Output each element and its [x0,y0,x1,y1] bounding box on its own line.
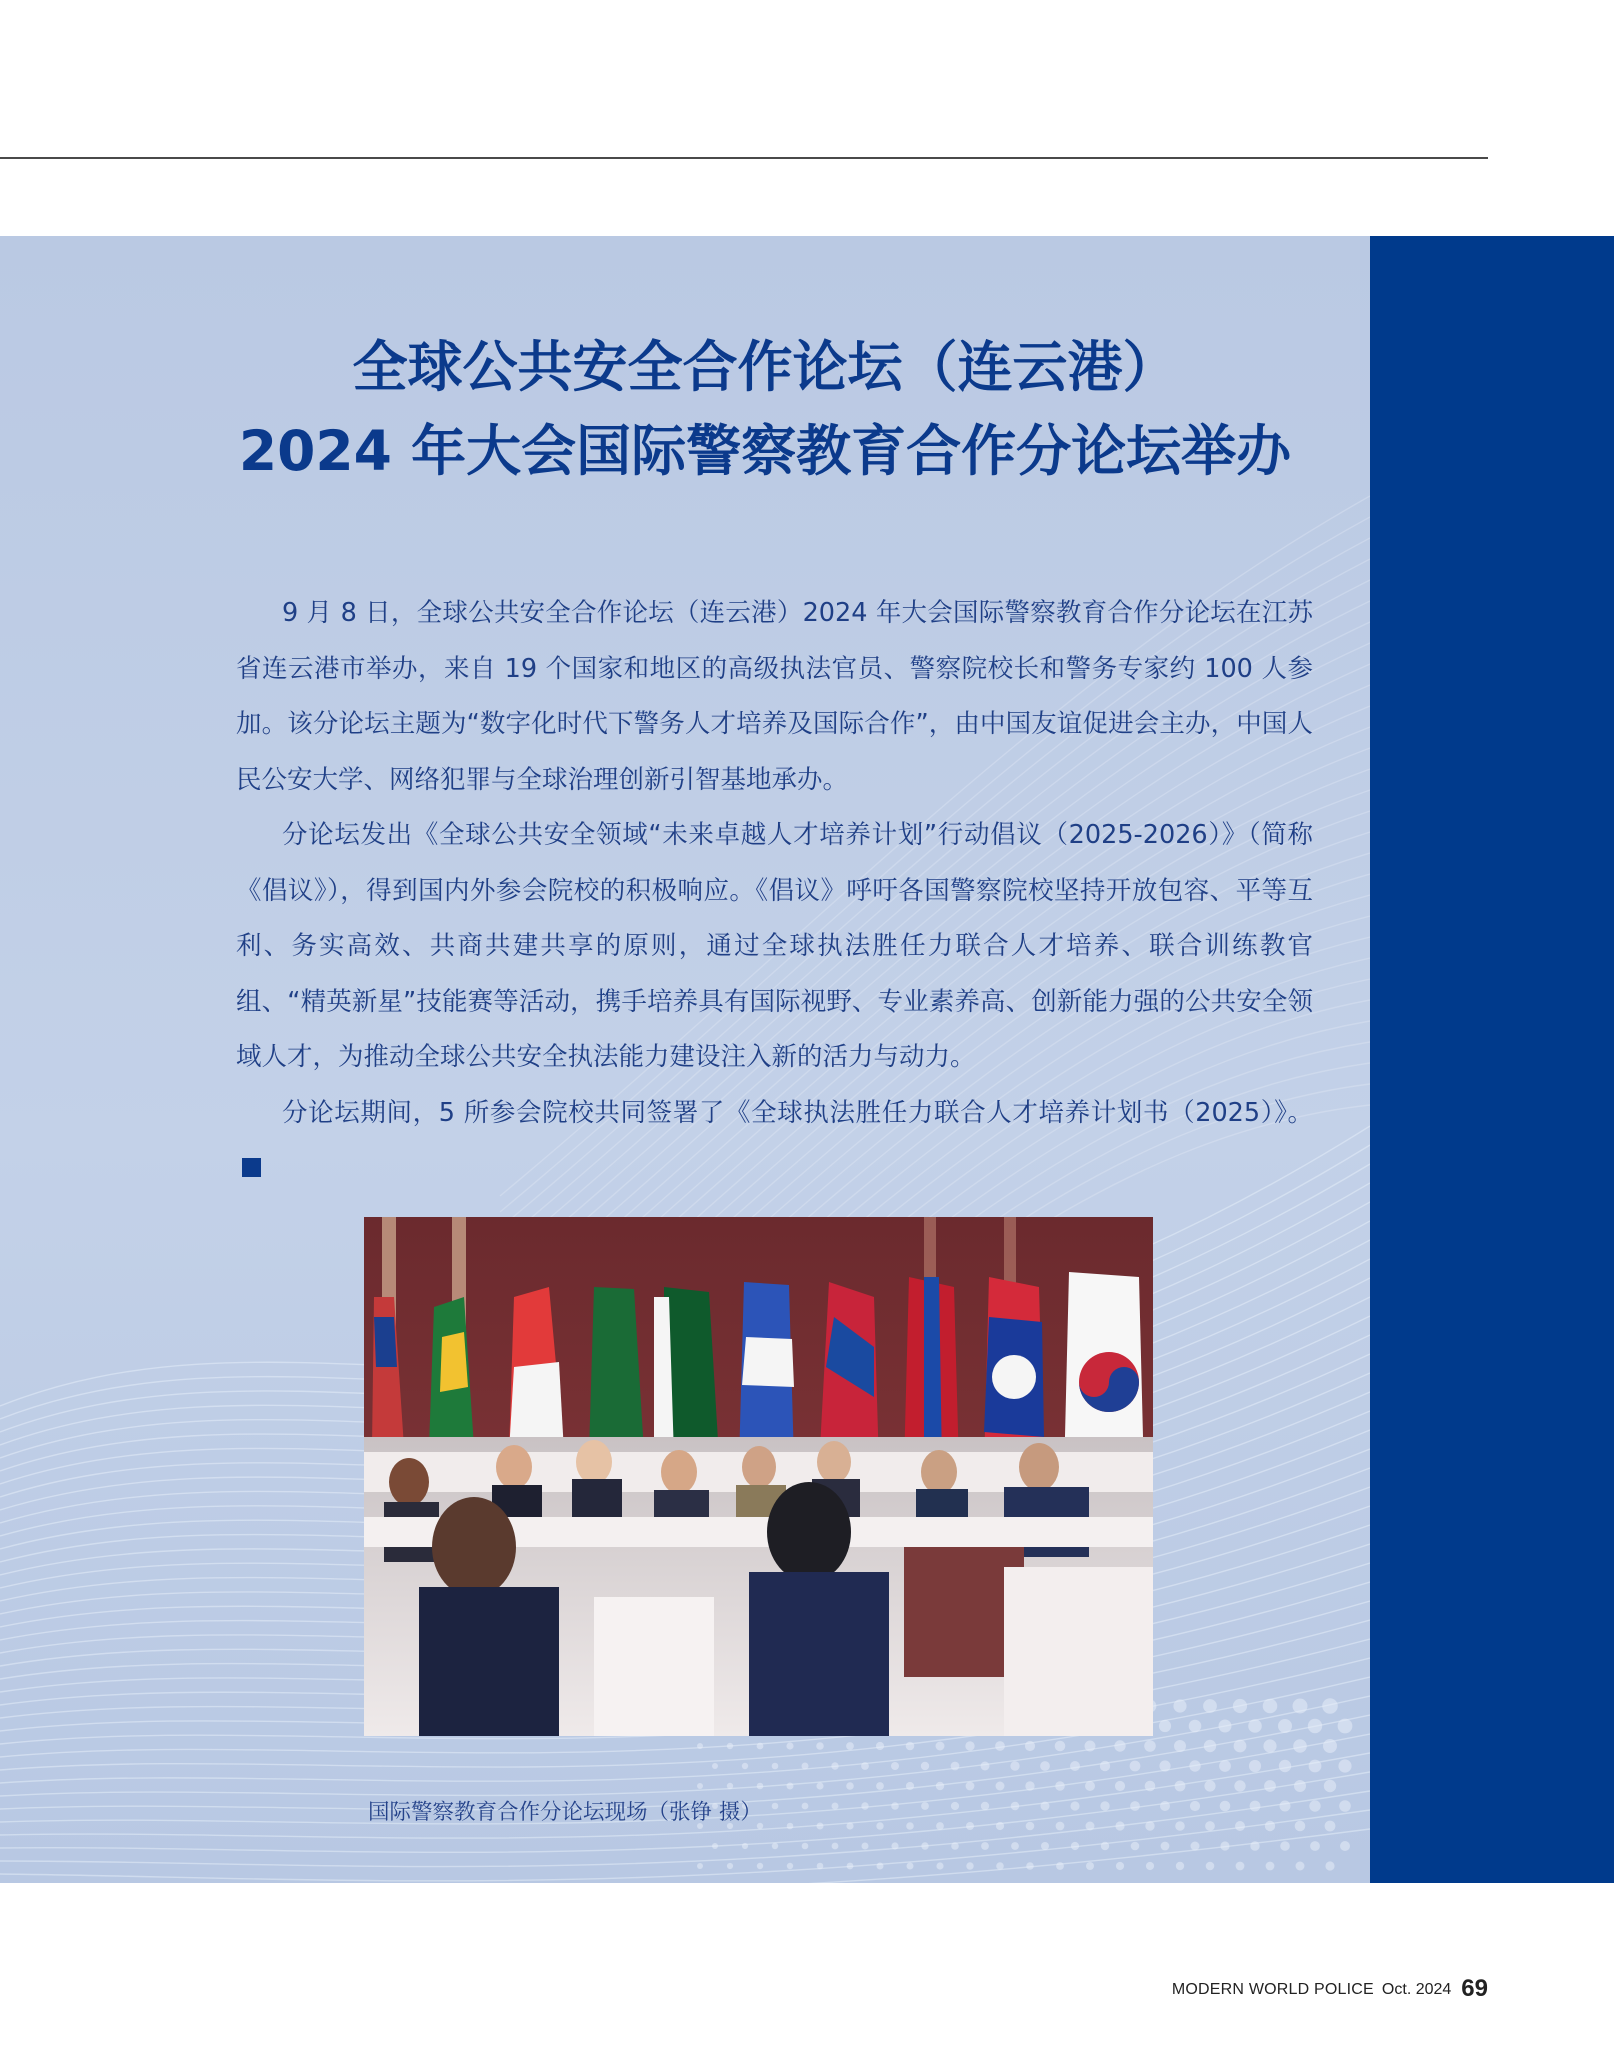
decor-dot [742,1843,748,1849]
decor-dot [891,1762,899,1770]
decor-dot [1206,1862,1215,1871]
decor-dot [1086,1822,1095,1831]
decor-dot [757,1743,764,1750]
decor-dot [757,1783,764,1790]
decor-dot [772,1763,779,1770]
decor-dot [921,1762,929,1770]
decor-dot [1203,1699,1217,1713]
decor-dot [1325,1861,1334,1870]
decor-dot [1236,1862,1245,1871]
decor-dot [951,1802,959,1810]
decor-dot [816,1782,823,1789]
forum-photo-image [364,1217,1153,1736]
decor-dot [1266,1862,1275,1871]
decor-dot [817,1863,824,1870]
decor-dot [1248,1719,1262,1733]
decor-dot [1085,1781,1095,1791]
decor-dot [1115,1821,1124,1830]
decor-dot [921,1802,929,1810]
decor-dot [787,1863,793,1869]
decor-dot [1325,1821,1336,1832]
decor-dot [1189,1760,1200,1771]
decor-dot [1175,1781,1186,1792]
decor-dot [846,1742,854,1750]
decor-dot [697,1783,703,1789]
decor-dot [1100,1801,1109,1810]
decor-dot [1220,1841,1229,1850]
decor-dot [787,1823,794,1830]
decor-dot [1116,1862,1124,1870]
decor-dot [847,1863,854,1870]
decor-dot [1040,1761,1050,1771]
decor-dot [1011,1802,1020,1811]
decor-dot [1233,1699,1247,1713]
decor-dot [1278,1719,1292,1733]
decor-dot [1338,1719,1353,1734]
decor-dot [936,1782,944,1790]
decor-dot [1234,1740,1247,1753]
decor-dot [1070,1761,1080,1771]
decor-dot [907,1863,914,1870]
decor-dot [1056,1862,1064,1870]
decor-dot [936,1822,944,1830]
decor-dot [1176,1862,1184,1870]
decor-dot [1011,1842,1019,1850]
decor-dot [1056,1822,1065,1831]
decor-dot [832,1843,839,1850]
decor-dot [1279,1760,1291,1772]
decor-dot [1131,1842,1140,1851]
decor-dot [1041,1802,1050,1811]
decor-dot [996,1822,1004,1830]
decor-dot [876,1782,884,1790]
decor-dot [862,1843,869,1850]
decor-dot [1190,1801,1200,1811]
side-color-bar [1370,236,1614,1883]
decor-dot [1263,1739,1276,1752]
decor-dot [1294,1780,1306,1792]
decor-dot [966,1782,975,1791]
decor-dot [1070,1801,1079,1810]
decor-dot [1339,1800,1351,1812]
decor-dot [772,1843,778,1849]
decor-dot [1100,1761,1110,1771]
decor-dot [1159,1760,1170,1771]
decor-dot [787,1783,794,1790]
decor-dot [1161,1842,1170,1851]
decor-dot [1323,1739,1337,1753]
decor-dot [996,1782,1005,1791]
decor-dot [981,1762,990,1771]
decor-dot [1250,1841,1259,1850]
decor-dot [1041,1842,1049,1850]
body-paragraph [236,1086,1313,1197]
decor-dot [966,1862,973,1869]
decor-dot [877,1863,884,1870]
decor-dot [1263,1699,1278,1714]
decor-dot [802,1843,809,1850]
decor-dot [1234,1780,1245,1791]
decor-dot [802,1763,809,1770]
decor-dot [981,1842,989,1850]
decor-dot [1146,1862,1154,1870]
decor-dot [981,1802,989,1810]
decor-dot [1219,1720,1232,1733]
decor-dot [1114,1740,1125,1751]
decor-dot [1205,1821,1215,1831]
decor-dot [1204,1740,1216,1752]
header-rule [0,157,1488,159]
decor-dot [786,1742,793,1749]
decor-dot [1173,1699,1186,1712]
decor-dot [1296,1862,1305,1871]
decor-dot [1280,1841,1290,1851]
decor-dot [1219,1760,1231,1772]
decor-dot [816,1742,824,1750]
decor-dot [1204,1780,1215,1791]
decor-dot [712,1763,718,1769]
decor-dot [1220,1801,1231,1812]
decor-dot [876,1822,883,1829]
photo-caption: 国际警察教育合作分论坛现场（张铮 摄） [368,1800,762,1825]
decor-dot [727,1863,733,1869]
decor-dot [697,1863,703,1869]
decor-dot [1264,1780,1276,1792]
page-number: 69 [1461,1975,1488,2002]
decor-dot [1309,1800,1320,1811]
decor-dot [1145,1781,1156,1792]
decor-dot [861,1762,869,1770]
decor-dot [965,1741,974,1750]
decor-dot [951,1762,960,1771]
decor-dot [1086,1862,1094,1870]
decor-dot [817,1823,824,1830]
decor-dot [1115,1781,1125,1791]
decor-dot [727,1783,733,1789]
decor-dot [1265,1821,1275,1831]
decor-dot [1101,1842,1109,1850]
page-footer [1172,1975,1488,2003]
decor-dot [1250,1801,1261,1812]
decor-dot [1309,1760,1322,1773]
decor-dot [1010,1761,1019,1770]
decor-dot [995,1741,1005,1751]
decor-dot [1340,1841,1350,1851]
decor-dot [1025,1741,1035,1751]
decor-dot [697,1743,703,1749]
decor-dot [1174,1740,1186,1752]
decor-dot [1025,1781,1034,1790]
article-body [236,586,1313,1197]
decor-dot [936,1862,943,1869]
decor-dot [921,1842,928,1849]
decor-dot [757,1863,763,1869]
decor-dot [1071,1842,1079,1850]
decor-dot [1130,1801,1140,1811]
body-paragraph: 分论坛发出《全球公共安全领域“未来卓越人才培养计划”行动倡议（2025-2026）》（简称《倡议》），得到国内外参会院校的积极响应。《倡议》呼吁各国警察院校坚持开放包容、平等互利、务实高效、共商共建共享的原则，通过全球执法胜任力联合人才培养、联合训练教官组、“精英新星”技能赛等活动，携手培养具有国际视野、专业素养高、创新能力强的公共安全领域人才，为推动全球公共安全执法能力建设注入新的活力与动力。 [236,820,1313,1072]
end-of-article-square-icon [242,1158,261,1177]
decor-dot [772,1803,779,1810]
issue-date: Oct. 2024 [1381,1981,1452,1998]
decor-dot [1026,1822,1035,1831]
decor-dot [906,1742,915,1751]
decor-dot [936,1742,945,1751]
decor-dot [1055,1781,1065,1791]
decor-dot [1280,1801,1291,1812]
decor-dot [831,1762,838,1769]
decor-dot [906,1782,914,1790]
magazine-name: MODERN WORLD POLICE [1171,1981,1374,1998]
decor-dot [1026,1862,1034,1870]
decor-dot [1130,1761,1141,1772]
decor-dot [1055,1741,1066,1752]
decor-dot [1160,1801,1170,1811]
decor-dot [846,1822,853,1829]
decor-dot [1235,1821,1245,1831]
decor-dot [1324,1780,1336,1792]
decor-dot [966,1822,974,1830]
decor-dot [1308,1719,1322,1733]
decor-dot [1338,1759,1351,1772]
decor-dot [742,1763,748,1769]
decor-dot [802,1803,809,1810]
decor-dot [861,1802,868,1809]
decor-dot [1191,1842,1200,1851]
body-paragraph: 9 月 8 日，全球公共安全合作论坛（连云港）2024 年大会国际警察教育合作分论坛在江苏省连云港市举办，来自 19 个国家和地区的高级执法官员、警察院校长和警务专家约 100 人参加。该分论坛主题为“数字化时代下警务人才培养及国际合作”，由中国友谊促进会主办，中国人民公安大学、网络犯罪与全球治理创新引智基地承办。 [236,598,1313,795]
decor-dot [891,1842,898,1849]
decor-dot [1145,1821,1154,1830]
decor-dot [1293,1739,1307,1753]
article-title-line-1: 全球公共安全合作论坛（连云港） [352,335,1178,399]
decor-dot [1085,1741,1096,1752]
forum-photo [364,1217,1153,1736]
decor-dot [906,1822,914,1830]
decor-dot [1189,1720,1202,1733]
decor-dot [1144,1740,1156,1752]
decor-dot [951,1842,959,1850]
decor-dot [1322,1698,1338,1714]
decor-dot [712,1843,718,1849]
decor-dot [891,1802,899,1810]
article-title-line-2: 2024 年大会国际警察教育合作分论坛举办 [238,419,1292,483]
decor-dot [1293,1699,1308,1714]
decor-dot [1249,1760,1261,1772]
decor-dot [876,1742,884,1750]
body-paragraph-text: 分论坛期间，5 所参会院校共同签署了《全球执法胜任力联合人才培养计划书（2025）》。 [282,1097,1313,1128]
decor-dot [996,1862,1004,1870]
decor-dot [1295,1821,1306,1832]
decor-dot [727,1743,733,1749]
decor-dot [846,1782,854,1790]
decor-dot [1310,1841,1320,1851]
decor-dot [832,1803,839,1810]
decor-dot [1175,1821,1185,1831]
decor-dot [1159,1720,1171,1732]
